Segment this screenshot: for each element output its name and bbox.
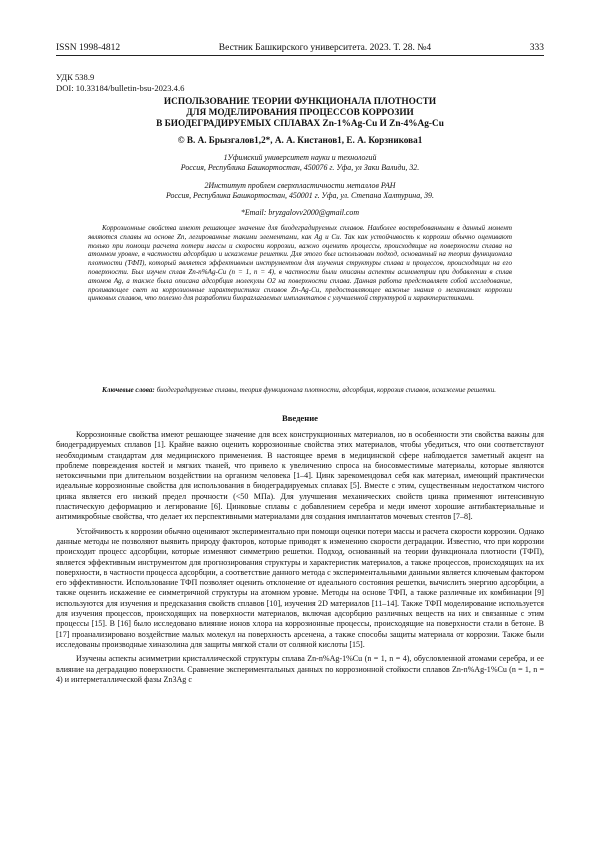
affiliation-address: Россия, Республика Башкортостан, 450001 г. Уфа, ул. Степана Халтурина, 39.	[166, 191, 434, 201]
affiliation-name: 1Уфимский университет науки и технологий	[223, 153, 377, 162]
udk: УДК 538.9	[56, 72, 95, 82]
journal-citation: Вестник Башкирского университета. 2023. Т. 28. №4	[218, 43, 432, 53]
title-line: В БИОДЕГРАДИРУЕМЫХ СПЛАВАХ Zn-1%Ag-Cu И Zn-4%Ag-Cu	[156, 119, 444, 130]
paragraph: Устойчивость к коррозии обычно оценивают экспериментально при помощи оценки потери массы и расчета скорости коррозии. Однако данные методы не позволяют выявить природу факторов, которые приводят к изменению скорости деградации. Известно, что при коррозии происходит процесс адсорбции, которые изменяют симметрию решетки. Подход, основанный на теории функционала плотности (ТФП), является эффективным инструментом для прогнозирования структуры и характеристик материалов, а также процессов, происходящих на их поверхности, в частности процесса адсорбции, а соответствие данного метода с экспериментальными данными является ключевым фактором его эффективности. Использование ТФП позволяет оценить отклонение от идеального состояния решетки, вычислить энергию адсорбции, а также оценить искажение ее симметричной структуры на атомном уровне. Методы на основе ТФП, а также различные их комбинации [9] используются для изучения и предсказания свойств сплавов [10], изучения 2D материалов [11–14]. Также ТФП моделирование используется для изучения процессов, происходящих на поверхности материалов, включая адсорбцию различных веществ на них и связанные с этим процессы [15]. В [16] было исследовано влияние ионов хлора на коррозионные процессы, происходящие на поверхности стали в бетоне. В [17] проанализировано воздействие малых молекул на поверхность арсенена, а также способы защиты материала от коррозии. Также были исследованы производные хиназолина для защиты мягкой стали от соляной кислоты [15].	[56, 526, 544, 649]
section-title: Введение	[282, 413, 318, 423]
article-body	[56, 430, 544, 689]
keywords-label: Ключевые слова:	[102, 386, 155, 394]
article-title	[60, 97, 540, 131]
affiliation-name: 2Институт проблем сверхпластичности металлов РАН	[204, 181, 396, 190]
author-email: *Email: bryzgalovv2000@gmail.com	[240, 208, 360, 217]
page-number: 333	[529, 43, 544, 53]
issn: ISSN 1998-4812	[56, 43, 121, 53]
keywords-text: биодеградируемые сплавы, теория функционала плотности, адсорбция, коррозия сплавов, искажение решетки.	[154, 386, 497, 394]
title-line: ИСПОЛЬЗОВАНИЕ ТЕОРИИ ФУНКЦИОНАЛА ПЛОТНОСТИ	[163, 97, 437, 107]
keywords	[88, 386, 512, 395]
doi: DOI: 10.33184/bulletin-bsu-2023.4.6	[56, 83, 185, 93]
title-line: ДЛЯ МОДЕЛИРОВАНИЯ ПРОЦЕССОВ КОРРОЗИИ	[186, 108, 414, 119]
affiliation-address: Россия, Республика Башкортостан, 450076 г. Уфа, ул Заки Валиди, 32.	[180, 163, 420, 173]
paragraph: Коррозионные свойства имеют решающее значение для всех конструкционных материалов, но в особенности эти свойства важны для биодеградируемых сплавов [1]. Крайне важно оценить коррозионные свойства этих материалов, чтобы убедиться, что они соответствуют необходимым стандартам для медицинского применения. В настоящее время в медицинской сфере наблюдается заметный акцент на проблеме повреждения костей и мягких тканей, что привело к увеличению спроса на биосовместимые материалы, которые являются нетоксичными при длительном воздействии на организм человека [1–4]. Цинк зарекомендовал себя как материал, имеющий практически идеальные коррозионные свойства для использования в биодеградируемых сплавах [5]. Вместе с этим, существенным недостатком чистого цинка является его низкий предел прочности (<50 МПа). Для улучшения механических свойств цинка применяют интенсивную пластическую деформацию и легирование [6]. Цинковые сплавы с добавлением серебра и меди имеют хорошие антибактериальные и антимикробные свойства, что делает их перспективными материалами для создания имплантатов мочевых стентов [7–8].	[56, 430, 544, 522]
affiliation-1	[56, 153, 544, 173]
paragraph: Изучены аспекты асимметрии кристаллической структуры сплава Zn-n%Ag-1%Cu (n = 1, n = 4), обусловленной атомами серебра, и ее влияние на деградацию поверхности. Сравнение экспериментальных данных по коррозионной стойкости сплавов Zn-n%Ag-1%Cu (n = 1, n = 4) и интерметаллической фазы Zn3Ag с	[56, 654, 544, 684]
article-meta	[56, 72, 184, 94]
affiliation-2	[56, 181, 544, 201]
authors: © В. А. Брызгалов1,2*, А. А. Кистанов1, Е. А. Корзникова1	[177, 135, 423, 145]
abstract: Коррозионные свойства имеют решающее значение для биодеградируемых сплавов. Наиболее востребованными в данный момент являются сплавы на основе Zn, легированные такими элементами, как Ag и Cu. Так как устойчивость к коррозии обычно оценивают только при помощи расчета потери массы и скорости коррозии, важно оценить процессы, происходящие на поверхности сплава на атомном уровне, в частности адсорбцию и искажение решетки. Для этого был использован подход, основанный на теории функционала плотности (ТФП), который является эффективным инструментом для изучения структуры сплава и процессов, происходящих на его поверхности. Был изучен сплав Zn-n%Ag-Cu (n = 1, n = 4), в частности были описаны аспекты асимметрии при добавлении в сплав атомов Ag, а также была описана адсорбция молекулы O2 на поверхности сплава. Данная работа представляет собой исследование, проливающее свет на коррозионные характеристики сплавов Zn-Ag-Cu, предоставляющее важные знания о механизмах коррозии цинковых сплавов, что полезно для разработки биорazлагаемых имплантатов с улучшенной структурой и характеристиками.	[88, 224, 512, 303]
running-header	[56, 43, 544, 56]
